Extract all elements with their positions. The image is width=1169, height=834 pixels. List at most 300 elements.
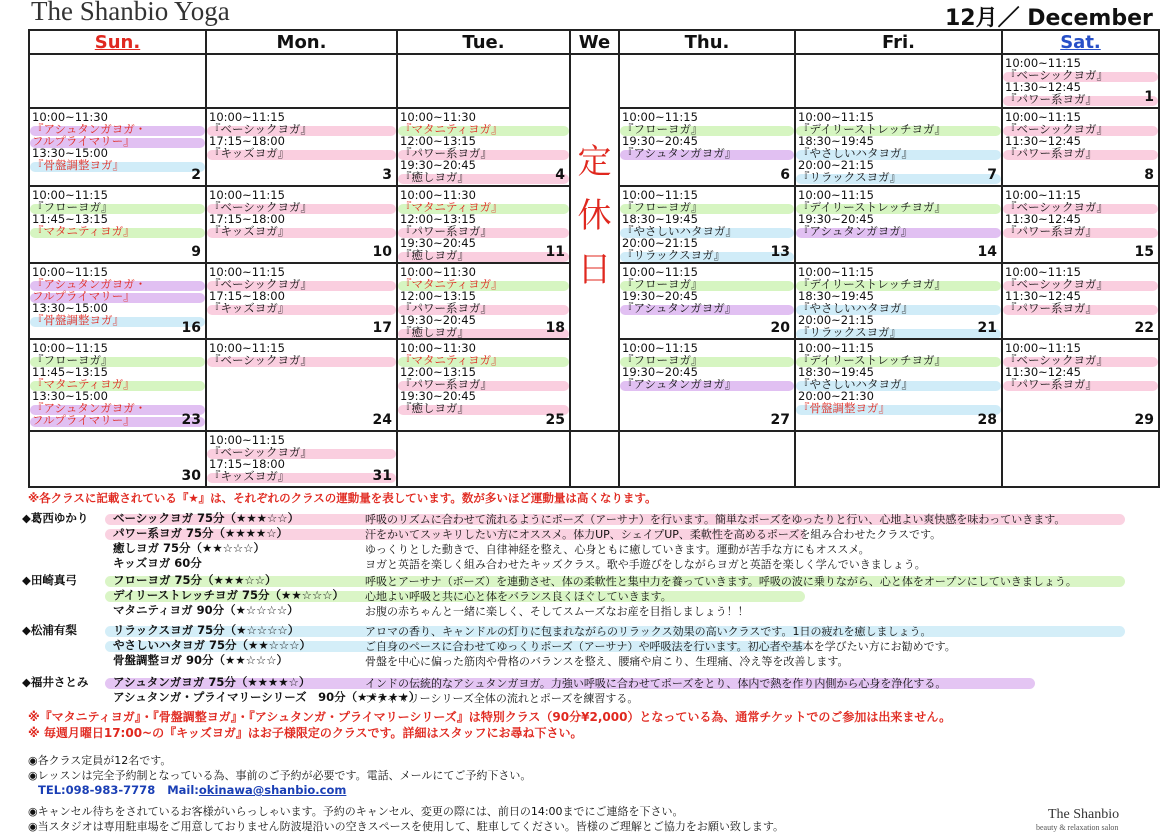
class-text: 『デイリーストレッチヨガ』 xyxy=(798,122,947,137)
class-name xyxy=(622,201,792,213)
day-number: 8 xyxy=(1144,166,1154,183)
class-text: 10:00~11:15 xyxy=(209,110,285,125)
class-text: 19:30~20:45 xyxy=(400,312,476,327)
class-text: 19:30~20:45 xyxy=(400,235,476,250)
class-title: 癒しヨガ 75分（★★☆☆☆） xyxy=(113,541,266,555)
day-cell-content xyxy=(30,187,205,262)
instructor-name: ◆福井さとみ xyxy=(22,675,89,689)
day-number: 16 xyxy=(181,320,201,337)
day-cell-content xyxy=(1003,109,1158,184)
class-description: 骨盤を中心に偏った筋肉や骨格のバランスを整え、腰痛や肩こり、生理痛、冷え等を改善します。 xyxy=(365,655,849,668)
class-title: フローヨガ 75分（★★★☆☆） xyxy=(113,573,277,587)
day-cell xyxy=(29,431,206,487)
class-name xyxy=(798,326,999,338)
class-title: ベーシックヨガ 75分（★★★☆☆） xyxy=(113,511,300,525)
class-description: プライマリーシリーズ全体の流れとポーズを練習する。 xyxy=(365,692,639,705)
class-text: 19:30~20:45 xyxy=(622,365,698,380)
class-text: 『癒しヨガ』 xyxy=(400,170,469,185)
day-cell xyxy=(795,431,1002,487)
day-cell xyxy=(206,263,397,339)
class-name xyxy=(32,159,203,171)
class-text: 『パワー系ヨガ』 xyxy=(1005,92,1097,106)
class-name xyxy=(1005,93,1156,105)
day-cell xyxy=(795,339,1002,430)
class-name xyxy=(32,201,203,213)
weekday-header-row xyxy=(29,30,1159,54)
day-cell-content xyxy=(796,340,1001,429)
day-cell xyxy=(619,263,795,339)
class-text: 『デイリーストレッチヨガ』 xyxy=(798,276,947,291)
class-text: 『パワー系ヨガ』 xyxy=(400,377,492,392)
instructor-name: ◆田崎真弓 xyxy=(22,573,77,587)
class-name xyxy=(400,402,567,414)
class-text: 18:30~19:45 xyxy=(798,365,874,380)
day-cell xyxy=(1002,263,1159,339)
class-time xyxy=(209,213,394,225)
class-text: 『ベーシックヨガ』 xyxy=(1005,68,1109,82)
class-time xyxy=(32,189,203,201)
class-name xyxy=(209,147,394,159)
weekday-sat: Sat. xyxy=(1002,30,1159,54)
class-text: 10:00~11:15 xyxy=(1005,264,1081,279)
class-title: パワー系ヨガ 75分（★★★★☆） xyxy=(113,526,289,540)
class-text: フルプライマリー』 xyxy=(32,413,135,428)
class-text: 10:00~11:30 xyxy=(32,110,108,125)
class-time xyxy=(400,189,567,201)
class-text: 『パワー系ヨガ』 xyxy=(400,223,492,238)
class-description: ゆっくりとした動きで、自律神経を整え、心身ともに癒していきます。運動が苦手な方にもオススメ。 xyxy=(365,543,870,556)
class-description: インドの伝統的なアシュタンガヨガ。力強い呼吸に合わせてポーズをとり、体内で熱を作り内側から心身を浄化する。 xyxy=(365,677,947,690)
day-number: 18 xyxy=(545,320,565,337)
class-text: 10:00~11:15 xyxy=(209,432,285,447)
class-name xyxy=(1005,201,1156,213)
class-text: 『骨盤調整ヨガ』 xyxy=(798,401,890,416)
day-number: 22 xyxy=(1134,320,1154,337)
day-cell xyxy=(570,431,619,487)
class-name xyxy=(209,225,394,237)
day-cell-content xyxy=(30,264,205,338)
class-name xyxy=(622,302,792,314)
day-number: 29 xyxy=(1134,411,1154,428)
day-cell xyxy=(206,54,397,108)
class-text: 『ベーシックヨガ』 xyxy=(1005,353,1109,368)
weekday-fri: Fri. xyxy=(795,30,1002,54)
day-cell-content xyxy=(620,432,794,486)
day-cell xyxy=(795,108,1002,185)
special-class-warning: ※『マタニティヨガ』・『骨盤調整ヨガ』・『アシュタンガ・プライマリーシリーズ』は特別クラス（90分¥2,000）となっている為、通常チケットでのご参加は出来ません。 xyxy=(28,710,952,724)
day-number: 23 xyxy=(181,411,201,428)
day-cell-content xyxy=(796,55,1001,107)
parking-info: ◉当スタジオは専用駐車場をご用意しておりません防波堤沿いの空きスペースを使用して、駐車してください。皆様のご理解とご協力をお願い致します。 xyxy=(28,820,784,833)
class-text: 13:30~15:00 xyxy=(32,146,108,161)
day-cell-content xyxy=(398,187,569,262)
class-text: 10:00~11:15 xyxy=(622,264,698,279)
class-time xyxy=(32,213,203,225)
class-text: フルプライマリー』 xyxy=(32,134,135,149)
day-number: 9 xyxy=(191,243,201,260)
class-name xyxy=(400,326,567,338)
class-time xyxy=(209,458,394,470)
class-description: 呼吸のリズムに合わせて流れるようにポーズ（アーサナ）を行います。簡単なポーズをゆったりと行い、心地よい爽快感を味わっていきます。 xyxy=(365,513,1066,526)
class-time xyxy=(400,213,567,225)
class-name xyxy=(32,314,203,326)
class-title: やさしいハタヨガ 75分（★★☆☆☆） xyxy=(113,638,312,652)
class-text: 『アシュタンガヨガ』 xyxy=(622,146,737,161)
day-cell xyxy=(619,186,795,263)
class-name xyxy=(1005,225,1156,237)
class-text: 『キッズヨガ』 xyxy=(209,223,290,238)
class-time xyxy=(209,434,394,446)
day-number: 13 xyxy=(770,243,790,260)
day-cell xyxy=(619,339,795,430)
closed-char: 日 xyxy=(577,250,612,290)
class-text: 18:30~19:45 xyxy=(798,134,874,149)
class-text: 『アシュタンガヨガ』 xyxy=(622,300,737,315)
class-text: 17:15~18:00 xyxy=(209,456,285,471)
class-name xyxy=(209,201,394,213)
day-number: 25 xyxy=(545,411,565,428)
class-name xyxy=(1005,378,1156,390)
class-text: 10:00~11:15 xyxy=(622,341,698,356)
phone-number[interactable]: TEL:098-983-7778 xyxy=(38,783,156,797)
day-cell xyxy=(1002,339,1159,430)
class-name xyxy=(400,249,567,261)
day-cell xyxy=(397,339,570,430)
day-number: 28 xyxy=(977,411,997,428)
class-text: 『パワー系ヨガ』 xyxy=(1005,300,1097,315)
class-description: 呼吸とアーサナ（ポーズ）を連動させ、体の柔軟性と集中力を養っていきます。呼吸の波に乗りながら、心と体をオープンにしていきましょう。 xyxy=(365,575,1077,588)
day-cell xyxy=(397,108,570,185)
class-time xyxy=(400,237,567,249)
day-number: 10 xyxy=(372,243,392,260)
class-text: 『ベーシックヨガ』 xyxy=(209,199,313,214)
class-text: 10:00~11:30 xyxy=(400,110,476,125)
class-text: 11:30~12:45 xyxy=(1005,134,1081,149)
class-title: アシュタンガ・プライマリーシリーズ 90分（★★★★★） xyxy=(113,690,421,704)
class-text: 20:00~21:15 xyxy=(622,235,698,250)
class-text: 『リラックスヨガ』 xyxy=(622,247,726,262)
week-row xyxy=(29,54,1159,108)
day-cell-content xyxy=(398,55,569,107)
class-text: 『キッズヨガ』 xyxy=(209,300,290,315)
closed-day-column xyxy=(570,54,619,431)
day-cell xyxy=(29,108,206,185)
day-cell xyxy=(29,54,206,108)
class-text: 『フローヨガ』 xyxy=(32,353,113,368)
day-cell-content xyxy=(207,187,396,262)
class-text: 『マタニティヨガ』 xyxy=(400,276,503,291)
day-cell xyxy=(1002,431,1159,487)
class-text: 『ベーシックヨガ』 xyxy=(209,444,313,459)
day-cell xyxy=(206,431,397,487)
instructor-name: ◆松浦有梨 xyxy=(22,623,77,637)
class-name xyxy=(622,225,792,237)
class-text: 10:00~11:15 xyxy=(622,187,698,202)
kids-class-warning: ※ 毎週月曜日17:00~の『キッズヨガ』はお子様限定のクラスです。詳細はスタッフにお尋ね下さい。 xyxy=(28,726,583,740)
class-text: 『リラックスヨガ』 xyxy=(798,324,902,339)
class-time xyxy=(798,189,999,201)
day-cell xyxy=(1002,186,1159,263)
schedule-calendar xyxy=(28,29,1160,488)
day-cell-content xyxy=(796,264,1001,338)
class-text: 12:00~13:15 xyxy=(400,288,476,303)
class-time xyxy=(622,189,792,201)
class-text: 『マタニティヨガ』 xyxy=(32,223,135,238)
weekday-thu: Thu. xyxy=(619,30,795,54)
brand-tagline: beauty & relaxation salon xyxy=(1036,823,1119,832)
class-text: 『パワー系ヨガ』 xyxy=(400,146,492,161)
class-text: 11:45~13:15 xyxy=(32,365,108,380)
class-title: デイリーストレッチヨガ 75分（★★☆☆☆） xyxy=(113,588,345,602)
class-text: 『フローヨガ』 xyxy=(622,199,703,214)
class-name xyxy=(209,470,394,482)
class-text: 『パワー系ヨガ』 xyxy=(1005,223,1097,238)
class-text: 10:00~11:15 xyxy=(622,110,698,125)
class-text: 11:30~12:45 xyxy=(1005,288,1081,303)
class-text: 『ベーシックヨガ』 xyxy=(1005,122,1109,137)
class-time xyxy=(622,237,792,249)
class-name xyxy=(400,225,567,237)
day-number: 2 xyxy=(191,166,201,183)
day-cell xyxy=(795,263,1002,339)
day-cell-content xyxy=(207,109,396,184)
day-cell-content xyxy=(1003,432,1158,486)
class-name xyxy=(209,354,394,366)
day-cell xyxy=(397,431,570,487)
class-text: 『骨盤調整ヨガ』 xyxy=(32,312,124,327)
class-text: 『やさしいハタヨガ』 xyxy=(622,223,737,238)
class-description: お腹の赤ちゃんと一緒に楽しく、そしてスムーズなお産を目指しましょう！！ xyxy=(365,605,749,618)
class-name xyxy=(622,147,792,159)
class-text: 『マタニティヨガ』 xyxy=(400,353,503,368)
class-text: 『マタニティヨガ』 xyxy=(400,199,503,214)
class-name xyxy=(400,201,567,213)
day-cell xyxy=(795,186,1002,263)
month-label: 12月／ December xyxy=(945,6,1153,31)
class-title: 骨盤調整ヨガ 90分（★★☆☆☆） xyxy=(113,653,289,667)
day-number: 27 xyxy=(770,411,790,428)
class-text: 『ベーシックヨガ』 xyxy=(209,122,313,137)
class-text: 18:30~19:45 xyxy=(622,211,698,226)
day-cell-content xyxy=(620,187,794,262)
day-number: 11 xyxy=(545,243,565,260)
class-text: 『キッズヨガ』 xyxy=(209,146,290,161)
class-text: 『フローヨガ』 xyxy=(32,199,113,214)
day-number: 3 xyxy=(382,166,392,183)
class-text: 13:30~15:00 xyxy=(32,389,108,404)
day-cell-content xyxy=(30,109,205,184)
class-text: 19:30~20:45 xyxy=(400,389,476,404)
class-name xyxy=(622,378,792,390)
class-text: 10:00~11:15 xyxy=(798,187,874,202)
day-cell xyxy=(206,108,397,185)
weekday-mon: Mon. xyxy=(206,30,397,54)
class-text: 10:00~11:15 xyxy=(209,341,285,356)
weekday-tue: Tue. xyxy=(397,30,570,54)
class-text: 『パワー系ヨガ』 xyxy=(1005,377,1097,392)
day-cell xyxy=(619,431,795,487)
day-cell-content xyxy=(620,340,794,429)
class-text: 10:00~11:30 xyxy=(400,187,476,202)
day-number: 20 xyxy=(770,320,790,337)
day-cell xyxy=(29,186,206,263)
star-note: ※各クラスに記載されている『★』は、それぞれのクラスの運動量を表しています。数が多いほど運動量は高くなります。 xyxy=(28,491,657,505)
class-name xyxy=(622,249,792,261)
day-cell-content xyxy=(398,340,569,429)
day-cell-content xyxy=(620,264,794,338)
class-text: 『デイリーストレッチヨガ』 xyxy=(798,353,947,368)
mail-label: Mail: xyxy=(167,783,199,797)
class-text: 『マタニティヨガ』 xyxy=(32,377,135,392)
day-number: 7 xyxy=(987,166,997,183)
class-text: 『癒しヨガ』 xyxy=(400,324,469,339)
class-description: 心地よい呼吸と共に心と体をバランス良くほぐしていきます。 xyxy=(365,590,672,603)
class-text: 『フローヨガ』 xyxy=(622,122,703,137)
class-text: 12:00~13:15 xyxy=(400,365,476,380)
class-time xyxy=(798,213,999,225)
class-description: 汗をかいてスッキリしたい方にオススメ。体力UP、シェイプUP、柔軟性を高めるポーズを組み合わせたクラスです。 xyxy=(365,528,942,541)
class-title: アシュタンガヨガ 75分（★★★★☆） xyxy=(113,675,311,689)
class-name xyxy=(209,302,394,314)
day-cell-content xyxy=(620,55,794,107)
class-title: キッズヨガ 60分 xyxy=(113,556,202,570)
class-text: 『アシュタンガヨガ・ xyxy=(32,401,147,416)
day-cell-content xyxy=(30,55,205,107)
class-name xyxy=(400,171,567,183)
class-text: 『アシュタンガヨガ』 xyxy=(622,377,737,392)
class-text: 10:00~11:15 xyxy=(798,341,874,356)
class-text: 11:30~12:45 xyxy=(1005,365,1081,380)
day-cell-content xyxy=(796,109,1001,184)
closed-char: 休 xyxy=(577,196,612,236)
day-cell-content xyxy=(796,432,1001,486)
brand-logo: The Shanbio xyxy=(1048,807,1120,822)
day-cell-content xyxy=(620,109,794,184)
class-title: マタニティヨガ 90分（★☆☆☆☆） xyxy=(113,603,299,617)
class-text: 10:00~11:15 xyxy=(32,341,108,356)
class-name xyxy=(32,411,203,428)
class-text: 11:30~12:45 xyxy=(1005,80,1081,94)
day-cell xyxy=(619,108,795,185)
class-description: アロマの香り、キャンドルの灯りに包まれながらのリラックス効果の高いクラスです。1日の疲れを癒しましょう。 xyxy=(365,625,932,638)
day-cell xyxy=(206,186,397,263)
day-number: 21 xyxy=(977,320,997,337)
day-cell xyxy=(397,54,570,108)
class-name xyxy=(798,225,999,237)
instructor-name: ◆葛西ゆかり xyxy=(22,511,89,525)
class-text: 12:00~13:15 xyxy=(400,134,476,149)
day-number: 30 xyxy=(181,468,201,484)
class-text: 『アシュタンガヨガ』 xyxy=(798,223,913,238)
class-time xyxy=(1005,189,1156,201)
class-text: 10:00~11:15 xyxy=(1005,110,1081,125)
day-cell xyxy=(206,339,397,430)
class-name xyxy=(32,225,203,237)
day-cell-content xyxy=(398,109,569,184)
email-link[interactable]: okinawa@shanbio.com xyxy=(198,783,347,797)
class-text: 『骨盤調整ヨガ』 xyxy=(32,158,124,173)
day-cell-content xyxy=(207,264,396,338)
day-cell-content xyxy=(30,432,205,486)
class-text: 10:00~11:15 xyxy=(209,187,285,202)
class-text: 20:00~21:15 xyxy=(798,312,874,327)
class-time xyxy=(209,189,394,201)
class-name xyxy=(798,171,999,183)
class-text: 12:00~13:15 xyxy=(400,211,476,226)
closed-char: 定 xyxy=(577,142,612,182)
day-cell xyxy=(397,263,570,339)
class-text: 11:30~12:45 xyxy=(1005,211,1081,226)
page-title: The Shanbio Yoga xyxy=(31,0,230,26)
day-cell xyxy=(397,186,570,263)
class-text: 10:00~11:15 xyxy=(798,264,874,279)
day-number: 17 xyxy=(372,320,392,337)
class-text: 10:00~11:30 xyxy=(400,341,476,356)
class-text: 17:15~18:00 xyxy=(209,134,285,149)
class-text: 『パワー系ヨガ』 xyxy=(400,300,492,315)
class-text: 『パワー系ヨガ』 xyxy=(1005,146,1097,161)
day-cell xyxy=(29,263,206,339)
day-number: 14 xyxy=(977,243,997,260)
class-text: 『ベーシックヨガ』 xyxy=(209,276,313,291)
class-text: 10:00~11:15 xyxy=(1005,341,1081,356)
day-cell-content xyxy=(207,55,396,107)
day-cell xyxy=(1002,108,1159,185)
class-text: 『やさしいハタヨガ』 xyxy=(798,146,913,161)
class-name xyxy=(209,446,394,458)
day-cell-content xyxy=(796,187,1001,262)
class-text: 『マタニティヨガ』 xyxy=(400,122,503,137)
class-text: 『キッズヨガ』 xyxy=(209,468,290,483)
class-text: 17:15~18:00 xyxy=(209,288,285,303)
closed-label xyxy=(571,135,618,297)
class-text: 『デイリーストレッチヨガ』 xyxy=(798,199,947,214)
class-time xyxy=(1005,213,1156,225)
day-cell-content xyxy=(398,264,569,338)
class-text: 『フローヨガ』 xyxy=(622,353,703,368)
class-text: 19:30~20:45 xyxy=(622,134,698,149)
day-cell xyxy=(1002,54,1159,108)
day-number: 24 xyxy=(372,411,392,428)
class-text: 11:45~13:15 xyxy=(32,211,108,226)
class-text: 10:00~11:15 xyxy=(209,264,285,279)
class-text: 10:00~11:15 xyxy=(1005,187,1081,202)
capacity-info: ◉各クラス定員が12名です。 xyxy=(28,754,172,767)
class-text: 10:00~11:15 xyxy=(1005,56,1081,70)
class-text: 10:00~11:30 xyxy=(400,264,476,279)
class-text: 『癒しヨガ』 xyxy=(400,401,469,416)
week-row xyxy=(29,431,1159,487)
class-text: 『アシュタンガヨガ・ xyxy=(32,276,147,291)
class-text: 20:00~21:15 xyxy=(798,158,874,173)
contact-line xyxy=(38,783,346,797)
class-text: 『ベーシックヨガ』 xyxy=(209,353,313,368)
day-cell-content xyxy=(30,340,205,429)
day-number: 4 xyxy=(555,166,565,183)
class-text: 19:30~20:45 xyxy=(622,288,698,303)
class-name xyxy=(1005,302,1156,314)
class-text: 『ベーシックヨガ』 xyxy=(1005,276,1109,291)
class-text: 10:00~11:15 xyxy=(32,264,108,279)
weekday-wed: We xyxy=(570,30,619,54)
cancellation-info: ◉キャンセル待ちをされているお客様がいらっしゃいます。予約のキャンセル、変更の際には、前日の14:00までにご連絡を下さい。 xyxy=(28,805,684,818)
class-text: 『アシュタンガヨガ・ xyxy=(32,122,147,137)
day-cell xyxy=(29,339,206,430)
day-number: 1 xyxy=(1144,89,1154,106)
day-number: 31 xyxy=(372,468,392,484)
day-cell-content xyxy=(1003,55,1158,107)
class-text: 10:00~11:15 xyxy=(32,187,108,202)
